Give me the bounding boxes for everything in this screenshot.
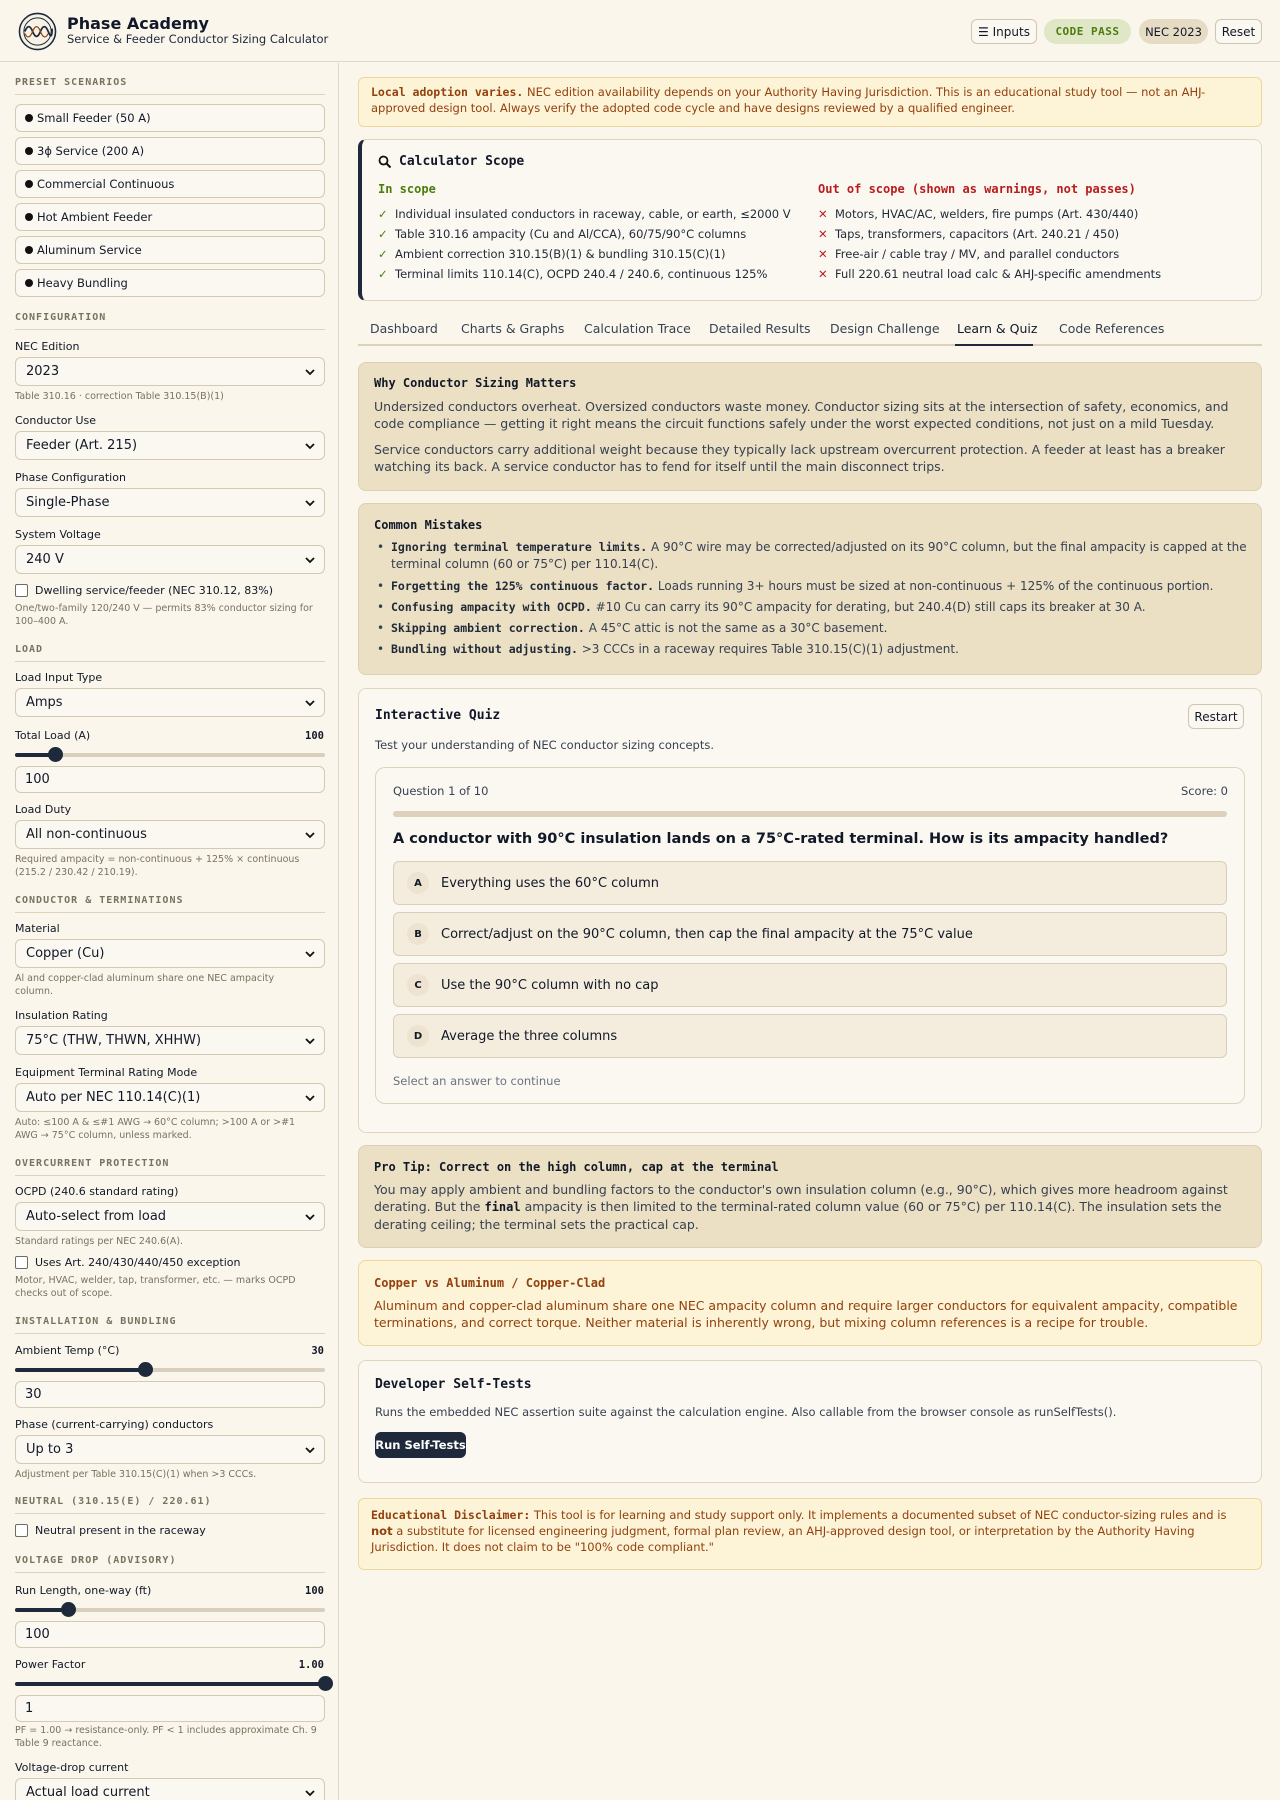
total-load-input[interactable]: 100	[15, 766, 325, 793]
mistake-item	[377, 539, 1251, 573]
ambient-temp-label: Ambient Temp (°C)	[15, 1344, 120, 1357]
pro-tip-emphasis: final	[484, 1200, 521, 1214]
adoption-notice	[358, 77, 1262, 127]
disclaimer-text-end: a substitute for licensed engineering judgment, formal plan review, an AHJ-approved design tool, or interpretation by the Authority Having Jurisdiction. It does not claim to be "100% code compliant."	[371, 1524, 1195, 1554]
disclaimer-emphasis: not	[371, 1524, 393, 1538]
scope-item-text: Free-air / cable tray / MV, and parallel conductors	[835, 247, 1120, 261]
copper-aluminum-card	[358, 1260, 1262, 1346]
checkbox-label: Neutral present in the raceway	[35, 1524, 206, 1537]
presets-heading: PRESET SCENARIOS	[15, 77, 325, 95]
chevron-down-icon	[304, 1035, 316, 1047]
in-scope-heading: In scope	[378, 182, 436, 196]
total-load-slider[interactable]	[15, 747, 325, 763]
scope-item-text: Ambient correction 310.15(B)(1) & bundling 310.15(C)(1)	[395, 247, 726, 261]
preset-small-feeder[interactable]	[15, 104, 325, 132]
mistake-text: Loads running 3+ hours must be sized at non-continuous + 125% of the continuous portion.	[654, 579, 1214, 593]
conductor-heading: CONDUCTOR & TERMINATIONS	[15, 895, 325, 913]
out-scope-item	[818, 247, 1119, 261]
load-duty-hint: Required ampacity = non-continuous + 125% × continuous (215.2 / 230.42 / 210.19).	[15, 854, 300, 878]
preset-aluminum-service[interactable]	[15, 236, 325, 264]
ocpd-label: OCPD (240.6 standard rating)	[15, 1185, 179, 1198]
ccc-label: Phase (current-carrying) conductors	[15, 1418, 214, 1431]
insulation-label: Insulation Rating	[15, 1009, 108, 1022]
quiz-restart-button[interactable]: Restart	[1188, 704, 1244, 729]
calculator-scope-card	[358, 139, 1262, 301]
in-scope-item	[378, 227, 746, 241]
inputs-sidebar	[0, 63, 339, 1800]
mistake-lead: Ignoring terminal temperature limits.	[391, 540, 648, 554]
out-scope-item	[818, 207, 1138, 221]
bullet-icon: •	[377, 621, 385, 635]
preset-label: Commercial Continuous	[37, 177, 175, 191]
option-letter: A	[407, 872, 429, 894]
why-title: Why Conductor Sizing Matters	[374, 376, 577, 390]
quiz-progress-bar	[393, 811, 1227, 817]
chevron-down-icon	[304, 554, 316, 566]
vd-current-label: Voltage-drop current	[15, 1761, 129, 1774]
chevron-down-icon	[304, 1092, 316, 1104]
nec-edition-label: NEC Edition	[15, 340, 80, 353]
quiz-subtitle: Test your understanding of NEC conductor sizing concepts.	[375, 738, 715, 752]
preset-hot-ambient[interactable]	[15, 203, 325, 231]
bullet-icon: •	[377, 600, 385, 614]
system-voltage-select[interactable]	[15, 545, 325, 574]
bullet-icon	[25, 147, 33, 155]
tab-detailed-results[interactable]: Detailed Results	[709, 321, 811, 336]
chevron-down-icon	[304, 440, 316, 452]
self-tests-title: Developer Self-Tests	[375, 1377, 532, 1392]
run-length-input[interactable]: 100	[15, 1621, 325, 1648]
scope-title-row	[378, 154, 524, 169]
option-text: Correct/adjust on the 90°C column, then cap the final ampacity at the 75°C value	[441, 926, 973, 942]
select-value: 240 V	[26, 552, 64, 567]
interactive-quiz-card	[358, 688, 1262, 1133]
preset-label: Aluminum Service	[37, 243, 142, 257]
scope-item-text: Individual insulated conductors in raceway, cable, or earth, ≤2000 V	[395, 207, 791, 221]
bullet-icon: •	[377, 579, 385, 593]
preset-label: Small Feeder (50 A)	[37, 111, 151, 125]
logo-icon	[18, 12, 57, 51]
notice-lead: Local adoption varies.	[371, 85, 524, 99]
scope-item-text: Terminal limits 110.14(C), OCPD 240.4 / 240.6, continuous 125%	[395, 267, 768, 281]
select-value: Auto per NEC 110.14(C)(1)	[26, 1090, 201, 1105]
configuration-heading: CONFIGURATION	[15, 312, 325, 330]
select-value: Auto-select from load	[26, 1209, 167, 1224]
conductor-use-select[interactable]	[15, 431, 325, 460]
power-factor-readout: 1.00	[298, 1659, 324, 1671]
cu-al-text: Aluminum and copper-clad aluminum share one NEC ampacity column and require larger conductors for equivalent ampacity, compatible terminations, and correct torque. Neither material is inherently wrong, but mixing column references is a recipe for trouble.	[374, 1298, 1238, 1330]
mistake-item	[377, 620, 1251, 637]
select-value: Single-Phase	[26, 495, 110, 510]
scope-title: Calculator Scope	[399, 154, 525, 169]
mistake-lead: Confusing ampacity with OCPD.	[391, 600, 592, 614]
ccc-select[interactable]	[15, 1435, 325, 1464]
out-scope-item	[818, 267, 1161, 281]
dwelling-checkbox[interactable]	[15, 584, 273, 597]
nec-edition-select[interactable]	[15, 357, 325, 386]
ocpd-select[interactable]	[15, 1202, 325, 1231]
power-factor-slider[interactable]	[15, 1676, 325, 1692]
bullet-icon	[25, 180, 33, 188]
tab-code-references[interactable]: Code References	[1059, 321, 1165, 336]
total-load-label: Total Load (A)	[15, 729, 91, 742]
self-tests-card	[358, 1360, 1262, 1483]
checkbox-label: Dwelling service/feeder (NEC 310.12, 83%)	[35, 584, 274, 597]
preset-commercial-continuous[interactable]	[15, 170, 325, 198]
option-text: Everything uses the 60°C column	[441, 875, 660, 891]
checkbox-box[interactable]	[15, 584, 28, 597]
mistake-text: >3 CCCs in a raceway requires Table 310.15(C)(1) adjustment.	[577, 642, 959, 656]
search-icon	[378, 155, 392, 169]
select-value: All non-continuous	[26, 827, 147, 842]
active-tab-indicator	[955, 344, 1033, 346]
mistake-item	[377, 599, 1251, 616]
chevron-down-icon	[304, 697, 316, 709]
tab-learn-quiz[interactable]: Learn & Quiz	[957, 321, 1038, 336]
chevron-down-icon	[304, 1787, 316, 1799]
checkbox-box[interactable]	[15, 1524, 28, 1537]
run-length-slider[interactable]	[15, 1602, 325, 1618]
quiz-question: A conductor with 90°C insulation lands on a 75°C-rated terminal. How is its ampacity handled?	[393, 831, 1169, 847]
app-header	[0, 0, 1280, 62]
question-panel	[375, 767, 1245, 1104]
nec-edition-badge: NEC 2023	[1139, 19, 1208, 44]
out-scope-item	[818, 227, 1119, 241]
why-paragraph-1: Undersized conductors overheat. Oversized conductors waste money. Conductor sizing sits at the intersection of safety, economics, and code compliance — getting it right means the circuit functions safely under the worst expected conditions, not just on a mild Tuesday.	[374, 399, 1229, 431]
power-factor-input[interactable]: 1	[15, 1695, 325, 1722]
bullet-icon: •	[377, 642, 385, 656]
ambient-temp-readout: 30	[311, 1345, 324, 1357]
answer-option-c[interactable]	[393, 963, 1227, 1007]
pro-tip-card	[358, 1145, 1262, 1248]
app-name: Phase Academy	[67, 14, 209, 33]
tab-charts[interactable]: Charts & Graphs	[461, 321, 565, 336]
slider-thumb[interactable]	[61, 1602, 76, 1617]
run-self-tests-button[interactable]: Run Self-Tests	[375, 1432, 466, 1458]
system-voltage-label: System Voltage	[15, 528, 101, 541]
run-length-label: Run Length, one-way (ft)	[15, 1584, 152, 1597]
vd-current-select[interactable]	[15, 1778, 325, 1800]
ambient-temp-slider[interactable]	[15, 1362, 325, 1378]
neutral-heading: NEUTRAL (310.15(E) / 220.61)	[15, 1496, 325, 1514]
bullet-icon: •	[377, 540, 385, 554]
load-heading: LOAD	[15, 644, 325, 662]
mistakes-title: Common Mistakes	[374, 518, 483, 532]
select-value: 2023	[26, 364, 60, 379]
x-icon: ✕	[818, 267, 828, 281]
x-icon: ✕	[818, 207, 828, 221]
exception-checkbox[interactable]	[15, 1256, 241, 1269]
dwelling-hint: One/two-family 120/240 V — permits 83% conductor sizing for 100–400 A.	[15, 603, 313, 627]
self-tests-text: Runs the embedded NEC assertion suite against the calculation engine. Also callable from the browser console as runSelfTests().	[375, 1405, 1117, 1419]
material-select[interactable]	[15, 939, 325, 968]
scope-item-text: Motors, HVAC/AC, welders, fire pumps (Art. 430/440)	[835, 207, 1139, 221]
why-paragraph-2: Service conductors carry additional weight because they typically lack upstream overcurrent protection. A feeder at least has a breaker watching its back. A service conductor has to fend for itself until the main disconnect trips.	[374, 442, 1225, 474]
terminal-mode-label: Equipment Terminal Rating Mode	[15, 1066, 198, 1079]
voltage-drop-heading: VOLTAGE DROP (ADVISORY)	[15, 1555, 325, 1573]
select-value: Actual load current	[26, 1785, 150, 1800]
mistake-item	[377, 641, 1251, 658]
inputs-button[interactable]: ☰ Inputs	[971, 19, 1037, 44]
total-load-readout: 100	[305, 730, 324, 742]
notice-text: NEC edition availability depends on your Authority Having Jurisdiction. This is an educational study tool — not an AHJ-approved design tool. Always verify the adopted code cycle and have designs reviewed by a qualified engineer.	[371, 85, 1206, 115]
bullet-icon	[25, 279, 33, 287]
ccc-hint: Adjustment per Table 310.15(C)(1) when >3 CCCs.	[15, 1469, 257, 1480]
out-scope-heading: Out of scope (shown as warnings, not passes)	[818, 182, 1136, 196]
chevron-down-icon	[304, 1211, 316, 1223]
scope-item-text: Taps, transformers, capacitors (Art. 240.21 / 450)	[835, 227, 1120, 241]
tab-calculation-trace[interactable]: Calculation Trace	[584, 321, 691, 336]
answer-option-a[interactable]	[393, 861, 1227, 905]
x-icon: ✕	[818, 227, 828, 241]
bullet-icon	[25, 246, 33, 254]
pro-tip-text-end: ampacity is then limited to the terminal-rated column value (60 or 75°C) per 110.14(C). The insulation sets the derating ceiling; the terminal sets the practical cap.	[374, 1199, 1222, 1232]
ocpd-hint: Standard ratings per NEC 240.6(A).	[15, 1236, 184, 1247]
load-input-type-label: Load Input Type	[15, 671, 103, 684]
results-tabs	[358, 315, 1262, 346]
option-text: Average the three columns	[441, 1028, 618, 1044]
power-factor-label: Power Factor	[15, 1658, 86, 1671]
scope-item-text: Full 220.61 neutral load calc & AHJ-specific amendments	[835, 267, 1162, 281]
in-scope-item	[378, 267, 767, 281]
bullet-icon	[25, 114, 33, 122]
select-value: Feeder (Art. 215)	[26, 438, 138, 453]
preset-3phase-service[interactable]	[15, 137, 325, 165]
select-value: Up to 3	[26, 1442, 74, 1457]
answer-option-b[interactable]	[393, 912, 1227, 956]
check-icon: ✓	[378, 267, 388, 281]
chevron-down-icon	[304, 366, 316, 378]
checkbox-box[interactable]	[15, 1256, 28, 1269]
slider-thumb[interactable]	[48, 747, 63, 762]
common-mistakes-card	[358, 503, 1262, 675]
chevron-down-icon	[304, 497, 316, 509]
terminal-mode-select[interactable]	[15, 1083, 325, 1112]
quiz-prompt: Select an answer to continue	[393, 1074, 561, 1088]
slider-thumb[interactable]	[318, 1676, 333, 1691]
installation-heading: INSTALLATION & BUNDLING	[15, 1316, 325, 1334]
x-icon: ✕	[818, 247, 828, 261]
why-sizing-card	[358, 362, 1262, 491]
quiz-score: Score: 0	[1180, 784, 1228, 798]
check-icon: ✓	[378, 207, 388, 221]
preset-label: Hot Ambient Feeder	[37, 210, 153, 224]
option-letter: C	[407, 974, 429, 996]
phase-config-label: Phase Configuration	[15, 471, 126, 484]
mistake-text: A 90°C wire may be corrected/adjusted on its 90°C column, but the final ampacity is capped at the terminal column (60 or 75°C) per 110.14(C).	[391, 540, 1247, 571]
code-pass-badge: CODE PASS	[1044, 19, 1131, 44]
slider-thumb[interactable]	[138, 1362, 153, 1377]
option-letter: B	[407, 923, 429, 945]
reset-button[interactable]: Reset	[1215, 19, 1262, 44]
app-subtitle: Service & Feeder Conductor Sizing Calculator	[67, 32, 329, 46]
in-scope-item	[378, 247, 726, 261]
select-value: Copper (Cu)	[26, 946, 105, 961]
nec-edition-hint: Table 310.16 · correction Table 310.15(B)(1)	[15, 391, 224, 402]
educational-disclaimer	[358, 1498, 1262, 1570]
insulation-select[interactable]	[15, 1026, 325, 1055]
tab-design-challenge[interactable]: Design Challenge	[830, 321, 940, 336]
preset-label: Heavy Bundling	[37, 276, 128, 290]
cu-al-title: Copper vs Aluminum / Copper-Clad	[374, 1276, 606, 1290]
select-value: Amps	[26, 695, 63, 710]
check-icon: ✓	[378, 247, 388, 261]
option-text: Use the 90°C column with no cap	[441, 977, 659, 993]
preset-heavy-bundling[interactable]	[15, 269, 325, 297]
in-scope-item	[378, 207, 791, 221]
phase-config-select[interactable]	[15, 488, 325, 517]
select-value: 75°C (THW, THWN, XHHW)	[26, 1033, 202, 1048]
load-duty-label: Load Duty	[15, 803, 72, 816]
load-duty-select[interactable]	[15, 820, 325, 849]
tab-dashboard[interactable]: Dashboard	[370, 321, 438, 336]
neutral-checkbox[interactable]	[15, 1524, 206, 1537]
question-counter: Question 1 of 10	[393, 784, 489, 798]
pro-tip-title: Pro Tip: Correct on the high column, cap at the terminal	[374, 1160, 779, 1174]
mistake-item	[377, 578, 1251, 595]
checkbox-label: Uses Art. 240/430/440/450 exception	[35, 1256, 241, 1269]
conductor-use-label: Conductor Use	[15, 414, 96, 427]
material-hint: Al and copper-clad aluminum share one NEC ampacity column.	[15, 973, 275, 997]
mistake-lead: Forgetting the 125% continuous factor.	[391, 579, 655, 593]
ambient-temp-input[interactable]: 30	[15, 1381, 325, 1408]
quiz-title: Interactive Quiz	[375, 708, 501, 723]
scope-item-text: Table 310.16 ampacity (Cu and Al/CCA), 60/75/90°C columns	[395, 227, 747, 241]
bullet-icon	[25, 213, 33, 221]
power-factor-hint: PF = 1.00 → resistance-only. PF < 1 includes approximate Ch. 9 Table 9 reactance.	[15, 1725, 317, 1749]
answer-option-d[interactable]	[393, 1014, 1227, 1058]
check-icon: ✓	[378, 227, 388, 241]
disclaimer-lead: Educational Disclaimer:	[371, 1508, 531, 1522]
ocp-heading: OVERCURRENT PROTECTION	[15, 1158, 325, 1176]
chevron-down-icon	[304, 1444, 316, 1456]
load-input-type-select[interactable]	[15, 688, 325, 717]
preset-label: 3ϕ Service (200 A)	[37, 144, 145, 158]
option-letter: D	[407, 1025, 429, 1047]
mistake-lead: Bundling without adjusting.	[391, 642, 578, 656]
chevron-down-icon	[304, 829, 316, 841]
disclaimer-text-start: This tool is for learning and study support only. It implements a documented subset of NEC conductor-sizing rules and is	[530, 1508, 1227, 1522]
pro-tip-text	[374, 1181, 1244, 1233]
mistake-text: A 45°C attic is not the same as a 30°C basement.	[584, 621, 888, 635]
mistake-text: #10 Cu can carry its 90°C ampacity for derating, but 240.4(D) still caps its breaker at 30 A.	[591, 600, 1146, 614]
exception-hint: Motor, HVAC, welder, tap, transformer, etc. — marks OCPD checks out of scope.	[15, 1275, 296, 1299]
terminal-mode-hint: Auto: ≤100 A & ≤#1 AWG → 60°C column; >100 A or >#1 AWG → 75°C column, unless marked.	[15, 1117, 296, 1141]
pro-tip-text-start: You may apply ambient and bundling factors to the conductor's own insulation column (e.g., 90°C), which gives more headroom against derating. But the	[374, 1182, 1228, 1214]
material-label: Material	[15, 922, 60, 935]
chevron-down-icon	[304, 948, 316, 960]
mistake-lead: Skipping ambient correction.	[391, 621, 585, 635]
run-length-readout: 100	[305, 1585, 324, 1597]
